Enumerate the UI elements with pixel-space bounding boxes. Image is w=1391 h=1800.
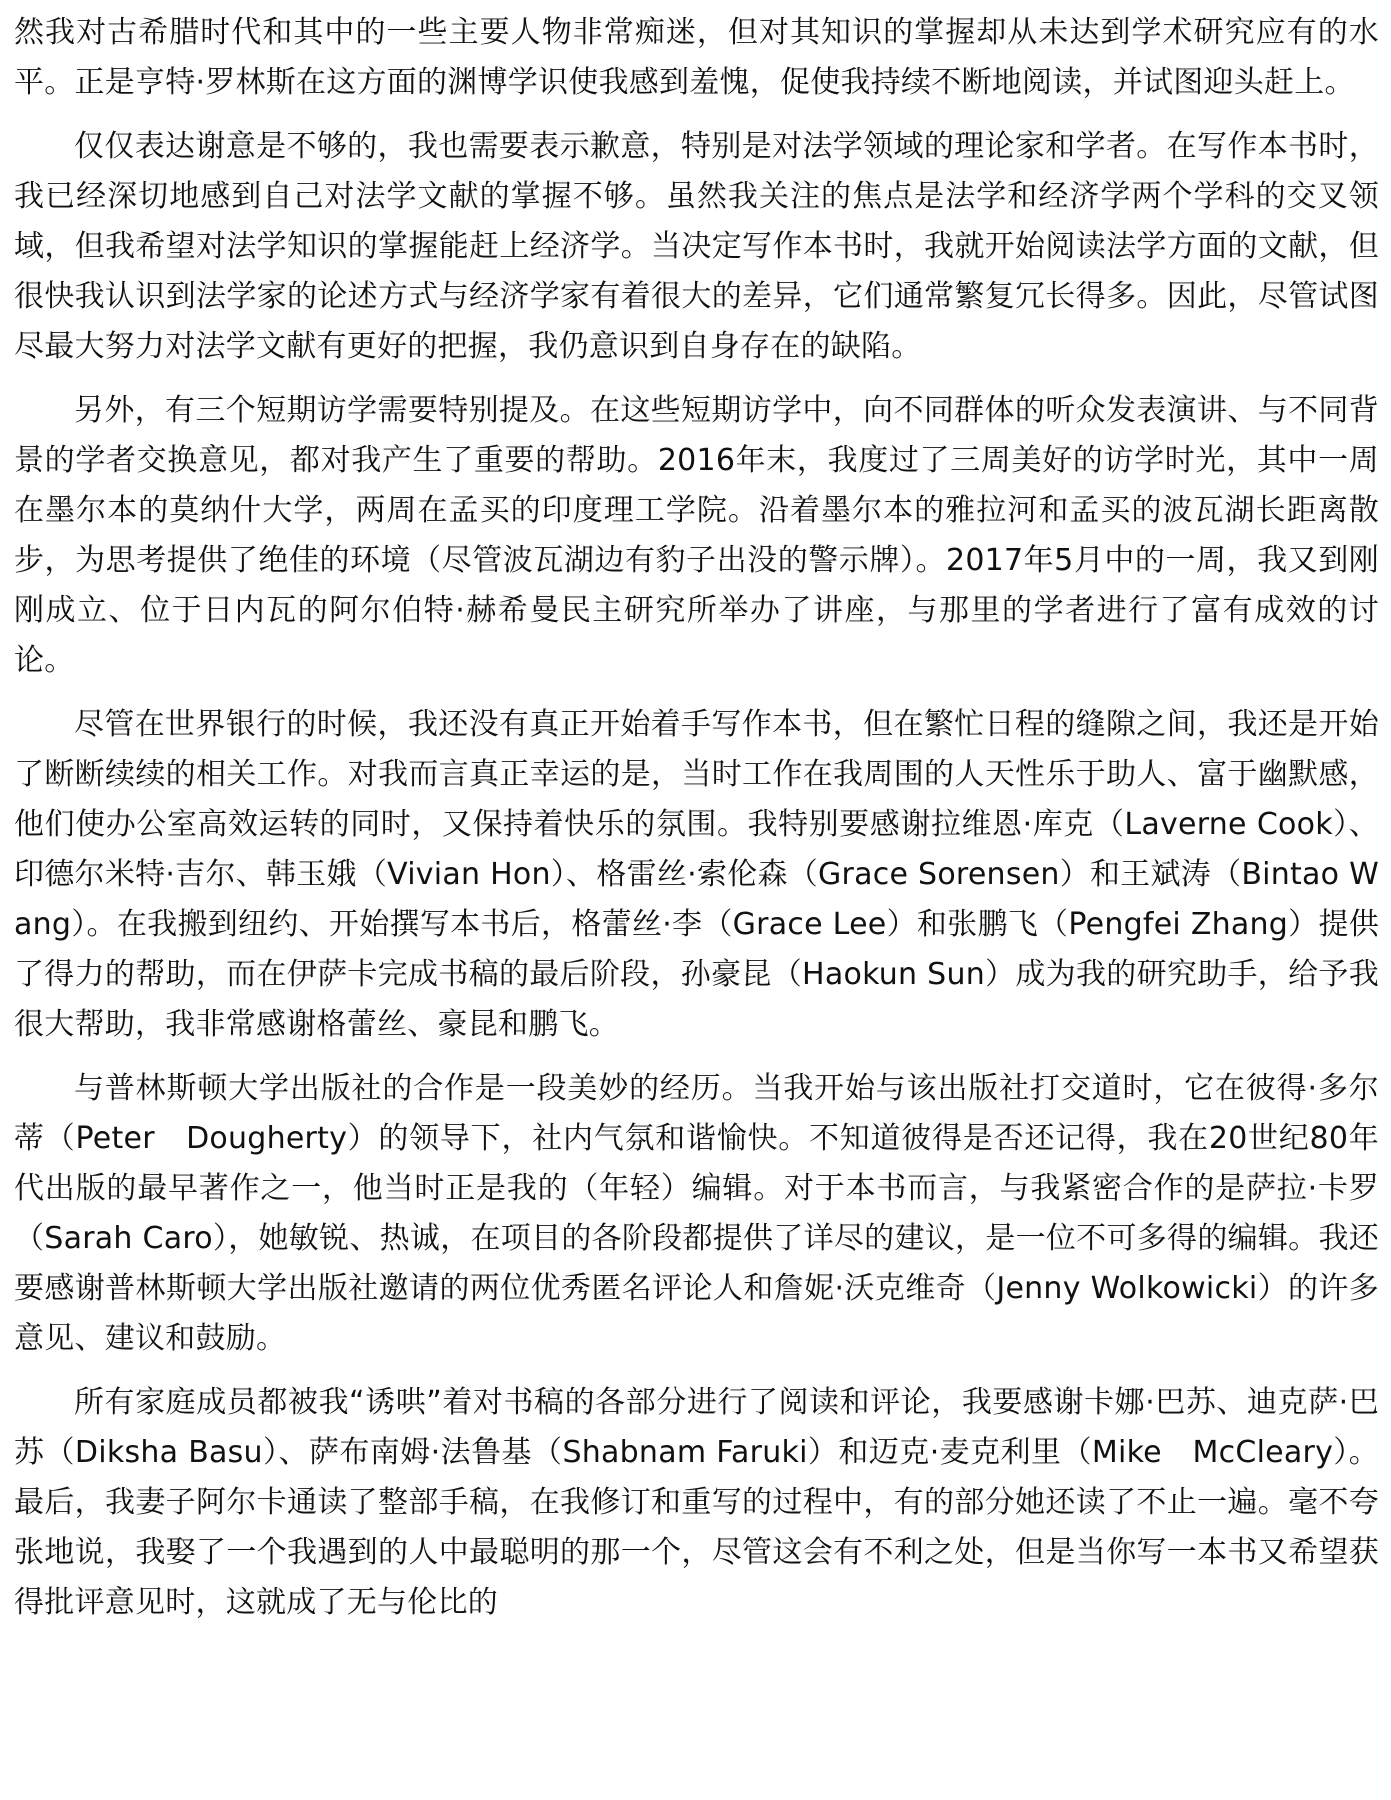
paragraph-family: 所有家庭成员都被我“诱哄”着对书稿的各部分进行了阅读和评论，我要感谢卡娜·巴苏、迪克萨·巴苏（Diksha Basu）、萨布南姆·法鲁基（Shabnam Faruki）和迈克·麦克利里（Mike McCleary）。最后，我妻子阿尔卡通读了整部手稿，在我修订和重写的过程中，有的部分她还读了不止一遍。毫不夸张地说，我娶了一个我遇到的人中最聪明的那一个，尽管这会有不利之处，但是当你写一本书又希望获得批评意见时，这就成了无与伦比的 bbox=[14, 1385, 1379, 1620]
paragraph-short-visits: 另外，有三个短期访学需要特别提及。在这些短期访学中，向不同群体的听众发表演讲、与不同背景的学者交换意见，都对我产生了重要的帮助。2016年末，我度过了三周美好的访学时光，其中一周在墨尔本的莫纳什大学，两周在孟买的印度理工学院。沿着墨尔本的雅拉河和孟买的波瓦湖长距离散步，为思考提供了绝佳的环境（尽管波瓦湖边有豹子出没的警示牌）。2017年5月中的一周，我又到刚刚成立、位于日内瓦的阿尔伯特·赫希曼民主研究所举办了讲座，与那里的学者进行了富有成效的讨论。 bbox=[14, 393, 1379, 678]
paragraph-publisher: 与普林斯顿大学出版社的合作是一段美妙的经历。当我开始与该出版社打交道时，它在彼得·多尔蒂（Peter Dougherty）的领导下，社内气氛和谐愉快。不知道彼得是否还记得，我在20世纪80年代出版的最早著作之一，他当时正是我的（年轻）编辑。对于本书而言，与我紧密合作的是萨拉·卡罗（Sarah Caro），她敏锐、热诚，在项目的各阶段都提供了详尽的建议，是一位不可多得的编辑。我还要感谢普林斯顿大学出版社邀请的两位优秀匿名评论人和詹妮·沃克维奇（Jenny Wolkowicki）的许多意见、建议和鼓励。 bbox=[14, 1071, 1379, 1356]
paragraph-continued: 然我对古希腊时代和其中的一些主要人物非常痴迷，但对其知识的掌握却从未达到学术研究应有的水平。正是亨特·罗林斯在这方面的渊博学识使我感到羞愧，促使我持续不断地阅读，并试图迎头赶上。 bbox=[14, 15, 1379, 100]
paragraph-world-bank: 尽管在世界银行的时候，我还没有真正开始着手写作本书，但在繁忙日程的缝隙之间，我还是开始了断断续续的相关工作。对我而言真正幸运的是，当时工作在我周围的人天性乐于助人、富于幽默感，他们使办公室高效运转的同时，又保持着快乐的氛围。我特别要感谢拉维恩·库克（Laverne Cook）、印德尔米特·吉尔、韩玉娥（Vivian Hon）、格雷丝·索伦森（Grace Sorensen）和王斌涛（Bintao Wang）。在我搬到纽约、开始撰写本书后，格蕾丝·李（Grace Lee）和张鹏飞（Pengfei Zhang）提供了得力的帮助，而在伊萨卡完成书稿的最后阶段，孙豪昆（Haokun Sun）成为我的研究助手，给予我很大帮助，我非常感谢格蕾丝、豪昆和鹏飞。 bbox=[14, 707, 1379, 1042]
body-text bbox=[14, 8, 1379, 1628]
paragraph-apology: 仅仅表达谢意是不够的，我也需要表示歉意，特别是对法学领域的理论家和学者。在写作本书时，我已经深切地感到自己对法学文献的掌握不够。虽然我关注的焦点是法学和经济学两个学科的交叉领域，但我希望对法学知识的掌握能赶上经济学。当决定写作本书时，我就开始阅读法学方面的文献，但很快我认识到法学家的论述方式与经济学家有着很大的差异，它们通常繁复冗长得多。因此，尽管试图尽最大努力对法学文献有更好的把握，我仍意识到自身存在的缺陷。 bbox=[14, 129, 1379, 364]
